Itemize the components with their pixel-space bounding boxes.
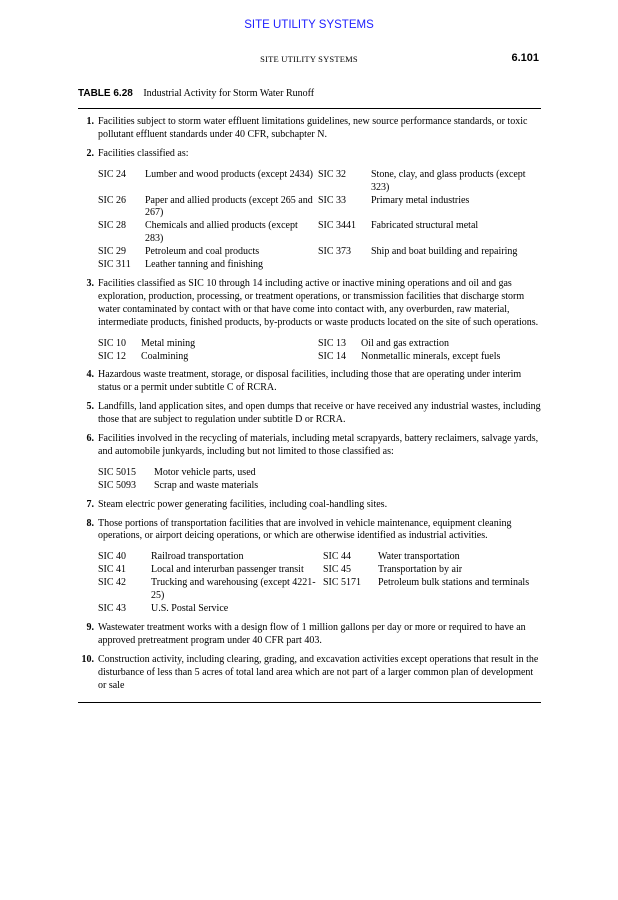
sic-description: U.S. Postal Service <box>151 603 229 614</box>
list-item <box>78 369 541 395</box>
sic-description: Chemicals and allied products (except 283) <box>145 220 298 245</box>
sic-description <box>378 603 541 616</box>
sic-description: Water transportation <box>378 551 460 563</box>
list-item <box>78 116 541 142</box>
sic-description: Stone, clay, and glass products (except 323) <box>371 168 526 193</box>
sic-entry <box>98 603 323 616</box>
item-number: 10. <box>81 653 94 665</box>
item-number: 3. <box>86 277 94 289</box>
item-number: 2. <box>86 147 94 159</box>
list-item <box>78 499 541 512</box>
item-number: 6. <box>86 433 94 445</box>
table-label: TABLE 6.28 <box>78 88 133 99</box>
sic-description: Metal mining <box>141 337 196 349</box>
sic-code: SIC 311 <box>98 259 131 271</box>
sic-entry <box>318 338 541 351</box>
sic-grid <box>98 551 541 616</box>
sic-description: Nonmetallic minerals, except fuels <box>361 350 501 362</box>
table-caption <box>78 88 314 99</box>
sic-description: Ship and boat building and repairing <box>371 246 518 258</box>
sic-list <box>98 467 541 493</box>
sic-code: SIC 373 <box>318 246 352 258</box>
table-title: Industrial Activity for Storm Water Runoff <box>143 88 315 99</box>
sic-code: SIC 40 <box>98 551 127 563</box>
sic-entry <box>318 246 541 259</box>
sic-description: Trucking and warehousing (except 4221-25) <box>151 577 316 602</box>
table-top-rule <box>78 108 541 109</box>
sic-entry <box>98 467 541 480</box>
list-item <box>78 148 541 272</box>
sic-code: SIC 5171 <box>323 577 362 589</box>
sic-entry <box>98 195 318 221</box>
sic-code: SIC 45 <box>323 564 352 576</box>
sic-description: Fabricated structural metal <box>371 220 479 232</box>
sic-code <box>323 603 378 616</box>
table-bottom-rule <box>78 702 541 703</box>
sic-code: SIC 41 <box>98 564 127 576</box>
sic-description: Leather tanning and finishing <box>145 259 264 271</box>
sic-description: Railroad transportation <box>151 551 244 563</box>
sic-description <box>371 259 541 272</box>
sic-code: SIC 5093 <box>98 479 137 491</box>
item-text: Facilities classified as: <box>98 147 189 159</box>
item-text: Those portions of transportation facilities that are involved in vehicle maintenance, equipment cleaning operations, or airport deicing operations, or which are otherwise identified as industrial activities. <box>98 517 512 542</box>
sic-code: SIC 10 <box>98 337 127 349</box>
sic-entry <box>98 480 541 493</box>
sic-code: SIC 5015 <box>98 466 137 478</box>
sic-code: SIC 13 <box>318 337 347 349</box>
sic-entry <box>318 351 541 364</box>
sic-description: Local and interurban passenger transit <box>151 564 304 576</box>
sic-code: SIC 26 <box>98 194 127 206</box>
sic-entry <box>318 195 541 221</box>
top-banner: SITE UTILITY SYSTEMS <box>244 19 374 31</box>
item-number: 7. <box>86 498 94 510</box>
item-text: Facilities subject to storm water effluent limitations guidelines, new source performance standards, or toxic pollutant effluent standards under 40 CFR, subchapter N. <box>98 116 528 140</box>
table-body <box>78 116 541 699</box>
item-text: Landfills, land application sites, and open dumps that receive or have received any industrial wastes, including those that are subject to regulation under subtitle D or RCRA. <box>98 401 541 426</box>
list-item <box>78 654 541 693</box>
sic-code: SIC 29 <box>98 246 127 258</box>
page-number: 6.101 <box>511 52 539 64</box>
list-item <box>78 433 541 493</box>
item-text: Wastewater treatment works with a design flow of 1 million gallons per day or more or required to have an approved pretreatment program under 40 CFR part 403. <box>98 621 526 646</box>
sic-description: Coalmining <box>141 350 189 362</box>
list-item <box>78 401 541 427</box>
sic-entry <box>98 169 318 195</box>
item-number: 8. <box>86 517 94 529</box>
sic-entry <box>98 259 318 272</box>
sic-code <box>318 259 371 272</box>
item-text: Facilities involved in the recycling of materials, including metal scrapyards, battery reclaimers, salvage yards, and automobile junkyards, including but not limited to those classified as: <box>98 433 539 457</box>
item-number: 1. <box>86 116 94 127</box>
sic-entry <box>318 220 541 246</box>
item-text: Facilities classified as SIC 10 through 14 including active or inactive mining operations and oil and gas exploration, production, processing, or treatment operations, or transmission facilities that discharge storm water contaminated by contact with or that have come into contact with, any overburden, raw material, intermediate products, finished products, by-products or waste products located on the site of such operations. <box>98 277 539 328</box>
item-text: Hazardous waste treatment, storage, or disposal facilities, including those that are operating under interim status or a permit under subtitle C of RCRA. <box>98 369 522 394</box>
sic-description: Primary metal industries <box>371 194 470 206</box>
sic-code: SIC 24 <box>98 168 127 180</box>
item-number: 4. <box>86 369 94 381</box>
sic-description: Paper and allied products (except 265 and 267) <box>145 194 313 219</box>
sic-entry <box>98 246 318 259</box>
sic-entry <box>323 603 541 616</box>
sic-description: Scrap and waste materials <box>154 479 259 491</box>
list-item <box>78 622 541 648</box>
sic-description: Lumber and wood products (except 2434) <box>145 168 314 180</box>
sic-entry <box>323 564 541 577</box>
sic-entry <box>98 338 318 351</box>
item-text: Construction activity, including clearing, grading, and excavation activities except operations that result in the disturbance of less than 5 acres of total land area which are not part of a larger common plan of development or sale <box>98 653 539 691</box>
running-head: SITE UTILITY SYSTEMS <box>260 54 358 64</box>
list-item <box>78 278 541 363</box>
sic-description: Oil and gas extraction <box>361 337 450 349</box>
sic-entry <box>98 220 318 246</box>
sic-code: SIC 32 <box>318 168 347 180</box>
item-number: 5. <box>86 401 94 413</box>
sic-entry <box>98 551 323 564</box>
sic-grid <box>98 338 541 364</box>
item-text: Steam electric power generating facilities, including coal-handling sites. <box>98 498 388 510</box>
item-number: 9. <box>86 621 94 633</box>
list-item <box>78 518 541 616</box>
sic-code: SIC 12 <box>98 350 127 362</box>
sic-description: Transportation by air <box>378 564 463 576</box>
sic-code: SIC 28 <box>98 220 127 232</box>
sic-entry <box>98 577 323 603</box>
sic-grid <box>98 169 541 272</box>
sic-description: Motor vehicle parts, used <box>154 466 256 478</box>
sic-code: SIC 14 <box>318 350 347 362</box>
sic-entry <box>323 551 541 564</box>
sic-entry <box>318 169 541 195</box>
sic-code: SIC 44 <box>323 551 352 563</box>
sic-entry <box>98 351 318 364</box>
sic-code: SIC 3441 <box>318 220 357 232</box>
sic-description: Petroleum bulk stations and terminals <box>378 577 530 589</box>
sic-description: Petroleum and coal products <box>145 246 260 258</box>
sic-code: SIC 42 <box>98 577 127 589</box>
sic-code: SIC 43 <box>98 603 127 614</box>
sic-entry <box>318 259 541 272</box>
sic-entry <box>323 577 541 603</box>
sic-code: SIC 33 <box>318 194 347 206</box>
sic-entry <box>98 564 323 577</box>
